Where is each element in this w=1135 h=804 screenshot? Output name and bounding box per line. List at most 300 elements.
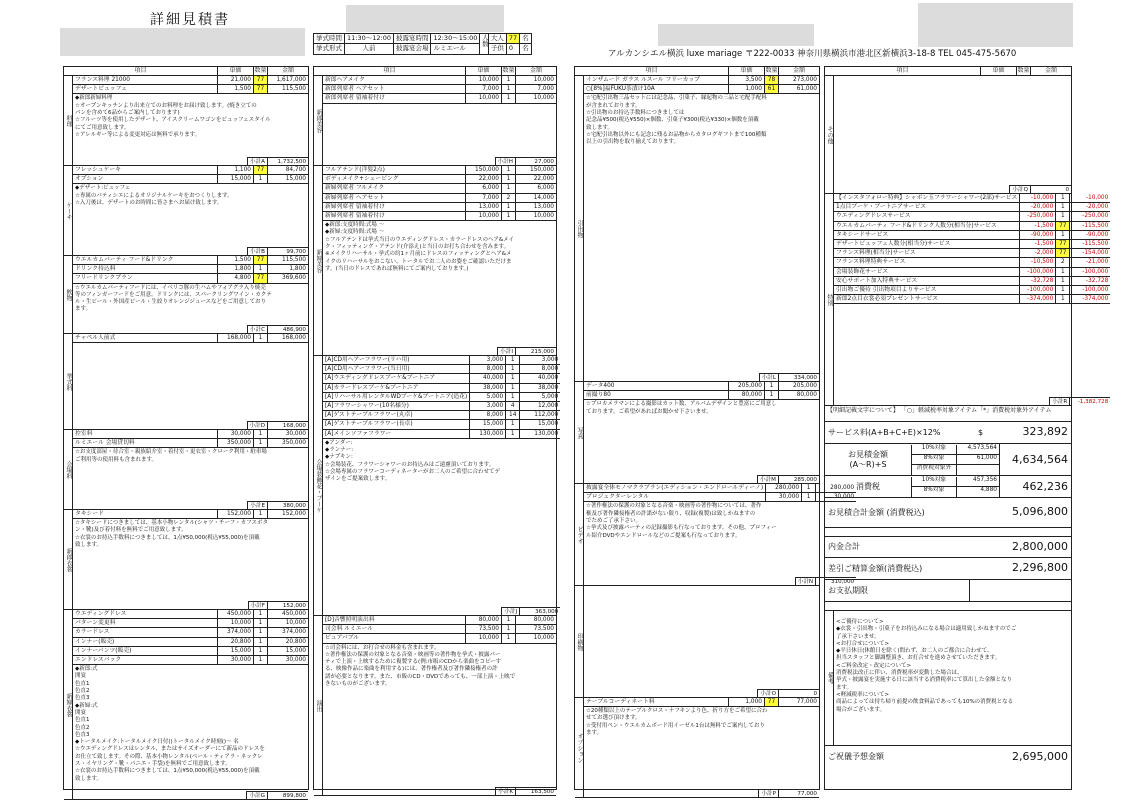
item-name: インナー(販売) [73, 638, 218, 646]
line-item [323, 634, 556, 643]
redacted-area [346, 5, 504, 32]
remarks-section [825, 610, 1071, 746]
amount: 369,600 [282, 275, 306, 282]
unit-price: 10,000 [466, 212, 502, 220]
unit-price: 30,000 [218, 430, 254, 438]
item-name: 前撮り80 [584, 391, 729, 399]
col-item: 項目 [825, 67, 981, 75]
tax-10-value: 457,356 [956, 477, 999, 486]
service-name: フランス料理特典サービス [834, 258, 1020, 266]
estimate-range: (A～R)+S [849, 459, 887, 469]
amount: -100,000 [1082, 286, 1109, 293]
section-body [323, 76, 556, 165]
service-name: 安心サポート加入特典サービス [834, 277, 1020, 285]
party-time: 12:30～15:00 [431, 34, 480, 44]
section-body [73, 334, 308, 429]
quantity: 1 [1056, 277, 1070, 285]
quantity: 1 [254, 265, 268, 273]
quantity: 1 [1056, 203, 1070, 211]
estimate-section [575, 586, 819, 698]
item-name: 新郎ヘアメイク [323, 76, 466, 84]
tax-row [825, 476, 1071, 498]
unit-price: -2,000 [1020, 249, 1056, 257]
section-body [584, 76, 819, 381]
line-item [323, 356, 560, 365]
item-name: プロジェクターレンタル [584, 493, 766, 501]
amount: 12,000 [537, 402, 559, 409]
subtotal-value: 1,732,500 [277, 159, 306, 165]
quantity: 1 [506, 356, 520, 364]
item-name: テーブルコーディネート料 [584, 698, 729, 706]
quantity: 77 [765, 698, 779, 706]
line-item [323, 365, 560, 374]
label-ceremony-style: 挙式形式 [314, 44, 345, 54]
section-label: 会場料 [64, 430, 73, 509]
amount: 1,800 [289, 266, 306, 273]
amount: 30,000 [285, 656, 306, 663]
amount: 40,000 [537, 375, 559, 382]
quantity: 1 [502, 175, 516, 183]
quantity: 1 [1056, 194, 1070, 202]
tax-8-label: 8%対象 [923, 486, 945, 493]
amount: 80,000 [533, 617, 554, 623]
amount: 61,000 [796, 86, 817, 93]
section-label: 飲物 [64, 256, 73, 333]
ceremony-style: 人前 [345, 44, 394, 54]
section-note: ☆タキシードにつきましては、基本小物レンタル(シャツ・チーフ・カフスボタ ン・靴)及び着付料を無料でご用意致します。 ☆衣裳のお持込手数料につきましては、1点¥50,000(税込¥55,000)を頂戴 致します。 [75, 520, 268, 549]
service-fee-label: サービス料(A+B+C+E)×12% [828, 427, 941, 437]
gift-estimate-row [825, 746, 1071, 768]
label-child: 子供 [488, 44, 506, 54]
line-item [584, 493, 856, 502]
section-note: ☆司会料には、お打合せの料金も含まれます。 ☆著作権法の保護の対象となる音楽・映画等の著作物を挙式・披露パー ティで上演・上映するために複製する(例:市販のCDから楽曲をコピーす る、映像作品に楽曲を利用する)には、著作権者及び著作隣接権者の許 諾が必要となります。また、市販のCD・DVDであっても、一部上演・上映で きないものがございます。 [325, 644, 516, 688]
quantity: 1 [506, 393, 520, 401]
amount: 73,500 [533, 626, 554, 633]
unit-price: 280,000 [766, 484, 802, 492]
rate-8-label: 8%対象 [923, 454, 945, 461]
line-item [584, 85, 819, 94]
gift-estimate-value: 2,695,000 [1012, 749, 1068, 763]
subtotal-value: 285,000 [793, 477, 817, 483]
subtotal-label: 小計J [502, 608, 520, 615]
amount: -100,000 [1082, 268, 1109, 275]
subtotal-value: 486,900 [282, 327, 306, 333]
section-label: その他 [825, 76, 834, 193]
amount: 15,000 [537, 421, 559, 428]
unit-price: -100,000 [1020, 286, 1056, 294]
subtotal-r: 小計R -1,382,728 [1049, 397, 1110, 405]
amount: 1,617,000 [276, 77, 306, 83]
unit-price: 6,000 [466, 184, 502, 192]
due-date-row [825, 580, 1071, 602]
line-item [584, 698, 819, 707]
quantity: 77 [1056, 222, 1070, 230]
item-name: [A]ウエディングドレスブーケ&ブートニア [323, 374, 470, 382]
balance-row [825, 558, 1071, 580]
item-name: [A]ゲストテーブルフラワー(長卓) [323, 420, 470, 428]
unit-price: 10,000 [218, 619, 254, 627]
line-item [584, 76, 819, 85]
quantity: 1 [254, 619, 268, 627]
line-item [323, 184, 556, 193]
service-line-item [834, 295, 1110, 304]
quantity: 77 [254, 85, 268, 93]
quantity: 1 [506, 365, 520, 373]
subtotal [247, 501, 308, 509]
section-label: 特別 [825, 194, 834, 405]
amount: 112,000 [534, 412, 559, 419]
section-label: ケーキ [64, 166, 73, 255]
unit-price: 3,000 [470, 402, 506, 410]
subtotal [758, 789, 819, 797]
section-body [73, 610, 308, 799]
unit-price: 3,500 [729, 76, 765, 84]
quantity: 1 [502, 212, 516, 220]
section-body [73, 430, 308, 509]
amount: -374,000 [1082, 296, 1109, 303]
service-name: 会場装飾花サービス [834, 268, 1020, 276]
line-item [73, 439, 308, 448]
item-name: デザートビュッフェ [73, 85, 218, 93]
subtotal [247, 247, 308, 255]
unit-price: 22,000 [466, 175, 502, 183]
amount: 22,000 [533, 176, 554, 183]
estimate-section [314, 76, 556, 166]
section-label: 演出 [314, 616, 323, 795]
item-name: インザムード ガラス ルスール フリーカップ [584, 76, 729, 84]
unit-price: 15,000 [218, 175, 254, 183]
subtotal [757, 475, 819, 483]
child-unit: 名 [520, 44, 532, 54]
amount: 205,000 [793, 383, 817, 389]
service-line-item [834, 258, 1110, 267]
amount: 80,000 [796, 392, 817, 399]
line-item [73, 656, 308, 665]
section-label: ビデオ [575, 484, 584, 585]
tax-note: 【明細記載文字について】 「○」軽減税率対象アイテム「*」消費税対象外アイテム [825, 406, 1071, 422]
estimate-section [575, 698, 819, 798]
line-item [73, 638, 308, 647]
subtotal [497, 347, 556, 355]
section-body [323, 356, 560, 615]
unit-price: 15,000 [470, 420, 506, 428]
adult-count: 77 [506, 34, 519, 44]
line-item [73, 274, 308, 283]
service-name: デザートビュッフェ人数分(相当分)サービス [834, 240, 1020, 248]
unit-price: -90,000 [1020, 231, 1056, 239]
column-header [575, 67, 819, 76]
deposit-value: 2,800,000 [1012, 539, 1068, 553]
item-name: データ400 [584, 382, 729, 390]
item-name: 司会料 ルミエール [323, 625, 466, 633]
due-date-label: お支払期限 [825, 580, 970, 601]
amount: 84,700 [285, 167, 306, 173]
deposit-label: 内金合計 [828, 542, 860, 552]
amount: 8,000 [541, 366, 559, 373]
amount: 15,000 [285, 647, 306, 654]
item-name: フリードリンクプラン [73, 274, 218, 282]
subtotal-value: 163,500 [530, 789, 554, 795]
quantity: 1 [1056, 212, 1070, 220]
col-unit: 単価 [218, 67, 254, 75]
line-item [73, 85, 308, 94]
quantity: 77 [254, 76, 268, 84]
quantity: 1 [254, 638, 268, 646]
section-note: ◆アンダー: ◆ランナー: ◆ナプキン: ☆会場装花、フラワーシャワーのお持込みはご遠慮頂いております。 ☆会場専属のフラワーコーディネーターがお二人のご希望に合わせてデ ザインをご提案致します。 [325, 439, 500, 483]
item-name: エンドレスバック [73, 656, 218, 664]
amount: -21,000 [1085, 259, 1109, 266]
quantity: 1 [254, 175, 268, 183]
item-name: オプション [73, 175, 218, 183]
amount: -115,500 [1082, 222, 1109, 229]
quantity: 1 [502, 203, 516, 211]
quantity: 78 [765, 76, 779, 84]
venue-info: アルカンシエル横浜 luxe mariage 〒222-0033 神奈川県横浜市港北区新横浜3-18-8 TEL 045-475-5670 [608, 49, 1017, 59]
estimate-panel-1 [63, 66, 309, 799]
unit-price: 350,000 [218, 439, 254, 447]
unit-price: 150,000 [466, 166, 502, 174]
section-body [584, 484, 856, 585]
service-line-item [834, 231, 1110, 240]
unit-price: 10,000 [466, 94, 502, 102]
label-adult: 大人 [488, 34, 506, 44]
quantity: 4 [506, 402, 520, 410]
grand-total-label: お見積合計金額 (消費税込) [828, 507, 925, 517]
child-count: 0 [506, 44, 519, 54]
quantity: 1 [254, 439, 268, 447]
section-services [825, 194, 1109, 406]
amount: 20,800 [285, 638, 306, 645]
subtotal-value: 168,000 [282, 423, 306, 429]
service-name: ウエルカムパーティ フード&ドリンク人数分(相当分)サービス [834, 222, 1020, 230]
subtotal-label: 小計G [247, 792, 268, 799]
subtotal-label: 小計F [249, 602, 268, 609]
item-name: ドリンク持込料 [73, 265, 218, 273]
amount: 10,000 [533, 212, 554, 219]
unit-price: -32,728 [1020, 277, 1056, 285]
section-label: オプション [575, 698, 584, 797]
subtotal-label: 小計C [248, 326, 268, 333]
label-guests: 人数 [480, 34, 488, 55]
amount: -250,000 [1082, 213, 1109, 220]
subtotal-label: 小計I [498, 348, 516, 355]
section-note: ☆プロカメラマンによる撮影はカット数、アルバムデザインと豊富にご用意し ております。ご希望があればお聞かせ下さいませ。 [586, 401, 777, 415]
item-name: [D]音響照明演出料 [323, 616, 466, 624]
subtotal [759, 373, 819, 381]
amount: 77,000 [796, 699, 817, 705]
subtotal [246, 791, 308, 799]
section-label: 新婦衣裳 [64, 610, 73, 799]
balance-label: 差引ご精算金額(消費税込) [828, 563, 923, 573]
subtotal-label: 小計M [758, 476, 779, 483]
unit-price: 40,000 [470, 374, 506, 382]
section-body [73, 256, 308, 333]
quantity: 1 [1056, 295, 1070, 303]
unit-price: -250,000 [1020, 212, 1056, 220]
section-body [584, 586, 819, 697]
unit-price: 5,000 [470, 393, 506, 401]
quantity: 1 [502, 94, 516, 102]
quantity: 1 [1056, 268, 1070, 276]
amount: 13,000 [533, 203, 554, 210]
col-qty: 数量 [502, 67, 515, 74]
non-taxable-label: 消費税対象外 [916, 464, 952, 471]
amount: 168,000 [282, 335, 306, 341]
subtotal [247, 325, 308, 333]
quantity: 1 [506, 430, 520, 438]
quantity: 1 [506, 420, 520, 428]
amount: 273,000 [793, 77, 817, 83]
col-amt: 金額 [1044, 67, 1057, 74]
subtotal-value: 380,000 [282, 503, 306, 509]
section-label: 新郎美容 [314, 76, 323, 165]
unit-price: 152,000 [218, 510, 254, 518]
section-note: ☆ウエルカムパーティフードには、イベリコ豚の生ハムやフォアグラ入り焼売 等のフィンガーフードをご用意。ドリンクには、スパークリングワイン・カクテ ル・生ビール・外国産ビール・生絞りオレンジジュースなどをご用意しており ます。 [75, 284, 272, 313]
unit-price: 168,000 [218, 334, 254, 342]
grand-total-row [825, 498, 1071, 528]
section-label: 会場装飾花・ブーケ [314, 356, 323, 615]
currency-symbol: $ [978, 427, 984, 437]
line-item [323, 94, 556, 103]
item-name: ウエルカムパーティ フード&ドリンク [73, 256, 218, 264]
amount: 10,000 [533, 95, 554, 102]
quantity: 1 [254, 610, 268, 618]
adult-unit: 名 [520, 34, 532, 44]
section-body [323, 616, 556, 795]
col-unit: 単価 [981, 67, 1017, 75]
unit-price: 1,800 [218, 265, 254, 273]
unit-price: -374,000 [1020, 295, 1056, 303]
quantity: 1 [802, 493, 816, 501]
quantity: 1 [765, 391, 779, 399]
item-name: タキシード [73, 510, 218, 518]
item-name: ウエディングドレス [73, 610, 218, 618]
col-item: 項目 [64, 67, 218, 75]
line-item [73, 430, 308, 439]
line-item [323, 411, 560, 420]
unit-price: 1,500 [218, 85, 254, 93]
quantity: 1 [802, 484, 816, 492]
line-item [323, 194, 556, 203]
line-item [73, 166, 308, 175]
amount: 150,000 [530, 167, 554, 173]
amount: 7,000 [537, 86, 554, 93]
service-line-item [834, 222, 1110, 231]
quantity: 61 [765, 85, 779, 93]
estimate-section [314, 616, 556, 796]
gift-estimate-label: ご祝儀予想金額 [828, 752, 884, 762]
estimate-panel-2 [313, 66, 559, 795]
line-item [323, 166, 556, 175]
subtotal [501, 607, 560, 615]
rate-10-label: 10%対象 [921, 444, 947, 451]
amount: 130,000 [534, 430, 559, 437]
section-label: 料理 [64, 76, 73, 165]
item-name: インナーパンツ(販売) [73, 647, 218, 655]
amount: -20,000 [1085, 204, 1109, 211]
col-item: 項目 [575, 67, 729, 75]
subtotal-label: 小計K [496, 788, 516, 795]
subtotal-value: 310,000 [830, 579, 855, 585]
col-amt: 金額 [281, 67, 294, 74]
line-item [73, 647, 308, 656]
item-name: [A]ゲストテーブルフラワー(丸卓) [323, 411, 470, 419]
service-name: ウエディングドレスサービス [834, 212, 1020, 220]
unit-price: 205,000 [729, 382, 765, 390]
quantity: 77 [254, 256, 268, 264]
service-fee-row [825, 422, 1071, 444]
service-line-item [834, 286, 1110, 295]
line-item [323, 625, 556, 634]
subtotal [247, 157, 308, 165]
unit-price: 1,000 [729, 85, 765, 93]
unit-price: -10,000 [1020, 194, 1056, 202]
tax-label: 消費税 [856, 481, 880, 491]
quantity: 1 [254, 510, 268, 518]
quantity: 77 [254, 274, 268, 282]
quantity: 1 [506, 384, 520, 392]
unit-price: 3,000 [470, 356, 506, 364]
remarks-text: <ご優待について> ◆衣裳・引出物・引菓子をお持込みになる場合は適用致しかねますのでご 了承下さいませ。 <お打合せについて> ◆平日休日(休館日を除く)問わず、お二人のご都合に合わせて、 担当スタッフと御調整頂き、お打合せを進めさせていただきます。 <ご料金改定・改定について> 消費税法改正に伴い、消費税率が変動した場合は、 挙式・披露宴を実施する日に該当する消費税率にて算出した金額となり ます。 <軽減税率について> 商品によっては持ち帰り前提の飲食料品であっても10%の消費税となる 場合がございます。 [836, 619, 1017, 713]
unit-price: -20,000 [1020, 203, 1056, 211]
unit-price: -1,500 [1020, 240, 1056, 248]
unit-price: -1,500 [1020, 222, 1056, 230]
service-name: 新郎2点目衣裳必須プレゼントサービス [834, 295, 1020, 303]
item-name: 新郎列席者 留袖着付け [323, 94, 466, 102]
subtotal-label: 小計P [759, 790, 779, 797]
subtotal-q: 小計Q 0 [1009, 185, 1071, 193]
subtotal-value: 99,700 [286, 249, 306, 255]
subtotal-label: 小計L [760, 374, 779, 381]
estimate-section [64, 610, 308, 800]
subtotal [495, 787, 556, 795]
estimate-amount-row [825, 444, 1071, 476]
section-note: ☆20種類以上のテーブルクロス・ナフキンより色、折り方をご希望に合わ せてお選び頂けます。 ☆受付用ペン・ウエルカムボード用イーゼル1台は無料でご案内しており ます。 [586, 708, 768, 737]
col-amt: 金額 [792, 67, 805, 74]
estimate-section [64, 510, 308, 610]
subtotal-value: 0 [813, 691, 817, 697]
section-label: 写真 [575, 382, 584, 483]
amount: -32,728 [1085, 277, 1109, 284]
unit-price: 450,000 [218, 610, 254, 618]
amount: 5,000 [541, 393, 559, 400]
subtotal [757, 689, 819, 697]
subtotal [495, 157, 556, 165]
quantity: 1 [502, 85, 516, 93]
estimate-section [64, 256, 308, 334]
amount: 38,000 [537, 384, 559, 391]
redacted-area [918, 3, 1073, 47]
section-body [584, 382, 819, 483]
service-name: フランス料理(相当分)サービス [834, 249, 1020, 257]
unit-price: 8,000 [470, 411, 506, 419]
item-name: ルミエール 会場貸切料 [73, 439, 218, 447]
col-qty: 数量 [765, 67, 778, 74]
amount: -154,000 [1082, 250, 1109, 257]
line-item [73, 510, 308, 519]
line-item [323, 175, 556, 184]
tax-8-value: 4,880 [956, 487, 999, 497]
quantity: 14 [506, 411, 520, 419]
service-line-item [834, 203, 1110, 212]
subtotal-label: 小計B [248, 248, 268, 255]
line-item [584, 382, 819, 391]
service-name: 【インスタフォロー特典】シャボン玉フラワーシャワー(2部)サービス [834, 194, 1020, 202]
rate-10-value: 4,573,564 [956, 445, 999, 454]
col-qty: 数量 [1017, 67, 1030, 74]
quantity: 2 [502, 194, 516, 202]
unit-price: 30,000 [766, 493, 802, 501]
